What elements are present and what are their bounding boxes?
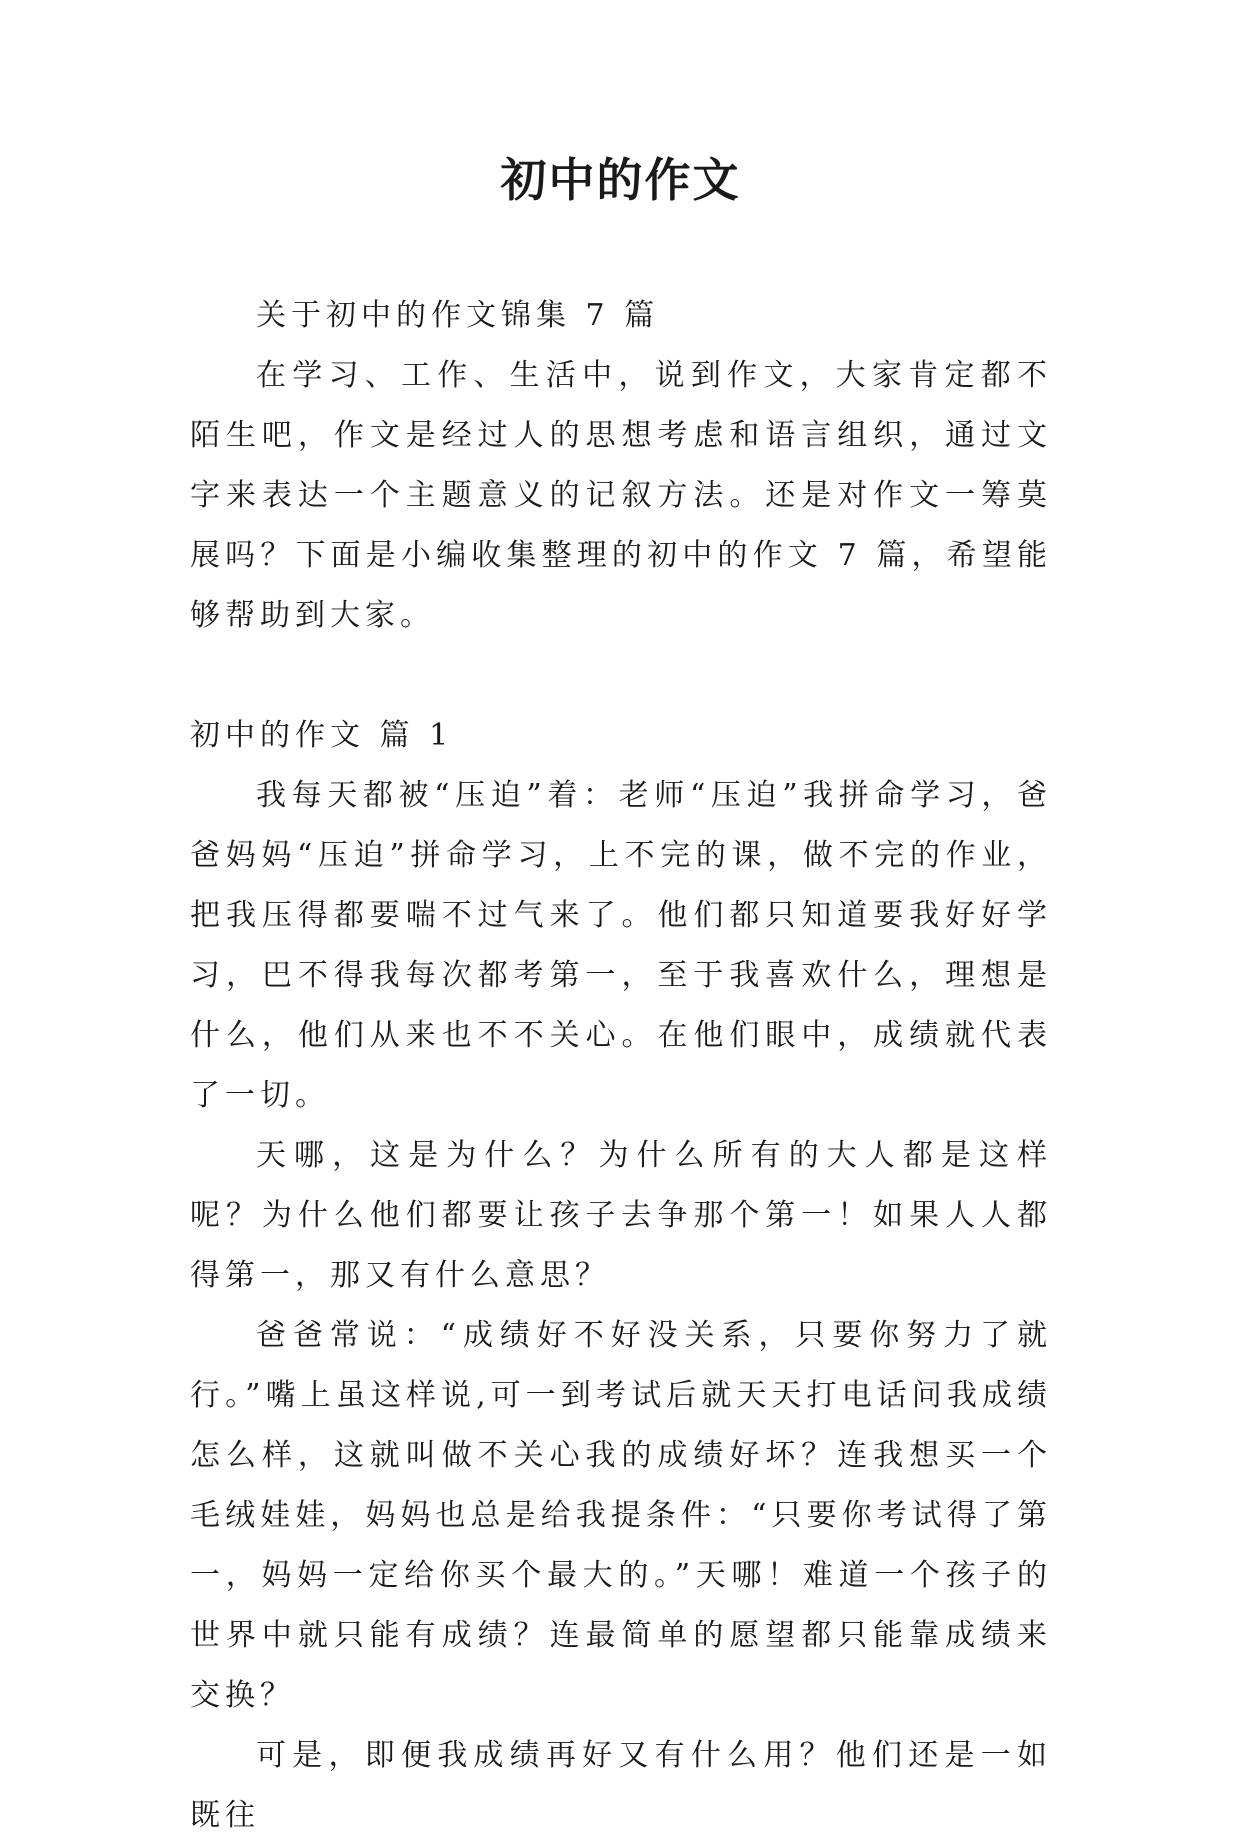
document-body [190, 286, 1052, 1846]
section-spacer [190, 646, 1052, 706]
body-paragraph: 爸爸常说：“成绩好不好没关系，只要你努力了就行。”嘴上虽这样说,可一到考试后就天天打电话问我成绩怎么样，这就叫做不关心我的成绩好坏？连我想买一个毛绒娃娃，妈妈也总是给我提条件：“只要你考试得了第一，妈妈一定给你买个最大的。”天哪！难道一个孩子的世界中就只能有成绩？连最简单的愿望都只能靠成绩来交换？ [190, 1318, 1052, 1713]
intro-heading: 关于初中的作文锦集 7 篇 [256, 298, 660, 333]
intro-paragraph: 在学习、工作、生活中，说到作文，大家肯定都不陌生吧，作文是经过人的思想考虑和语言组织，通过文字来表达一个主题意义的记叙方法。还是对作文一筹莫展吗？下面是小编收集整理的初中的作文 7 篇，希望能够帮助到大家。 [190, 358, 1052, 633]
body-paragraph: 可是，即便我成绩再好又有什么用？他们还是一如既往 [190, 1738, 1052, 1833]
section-heading: 初中的作文 篇 1 [190, 718, 454, 753]
body-paragraph: 天哪，这是为什么？为什么所有的大人都是这样呢？为什么他们都要让孩子去争那个第一！如果人人都得第一，那又有什么意思？ [190, 1138, 1052, 1293]
page-title: 初中的作文 [500, 153, 741, 207]
body-paragraph: 我每天都被“压迫”着：老师“压迫”我拼命学习，爸爸妈妈“压迫”拼命学习，上不完的课，做不完的作业，把我压得都要喘不过气来了。他们都只知道要我好好学习，巴不得我每次都考第一，至于我喜欢什么，理想是什么，他们从来也不不关心。在他们眼中，成绩就代表了一切。 [190, 778, 1052, 1113]
